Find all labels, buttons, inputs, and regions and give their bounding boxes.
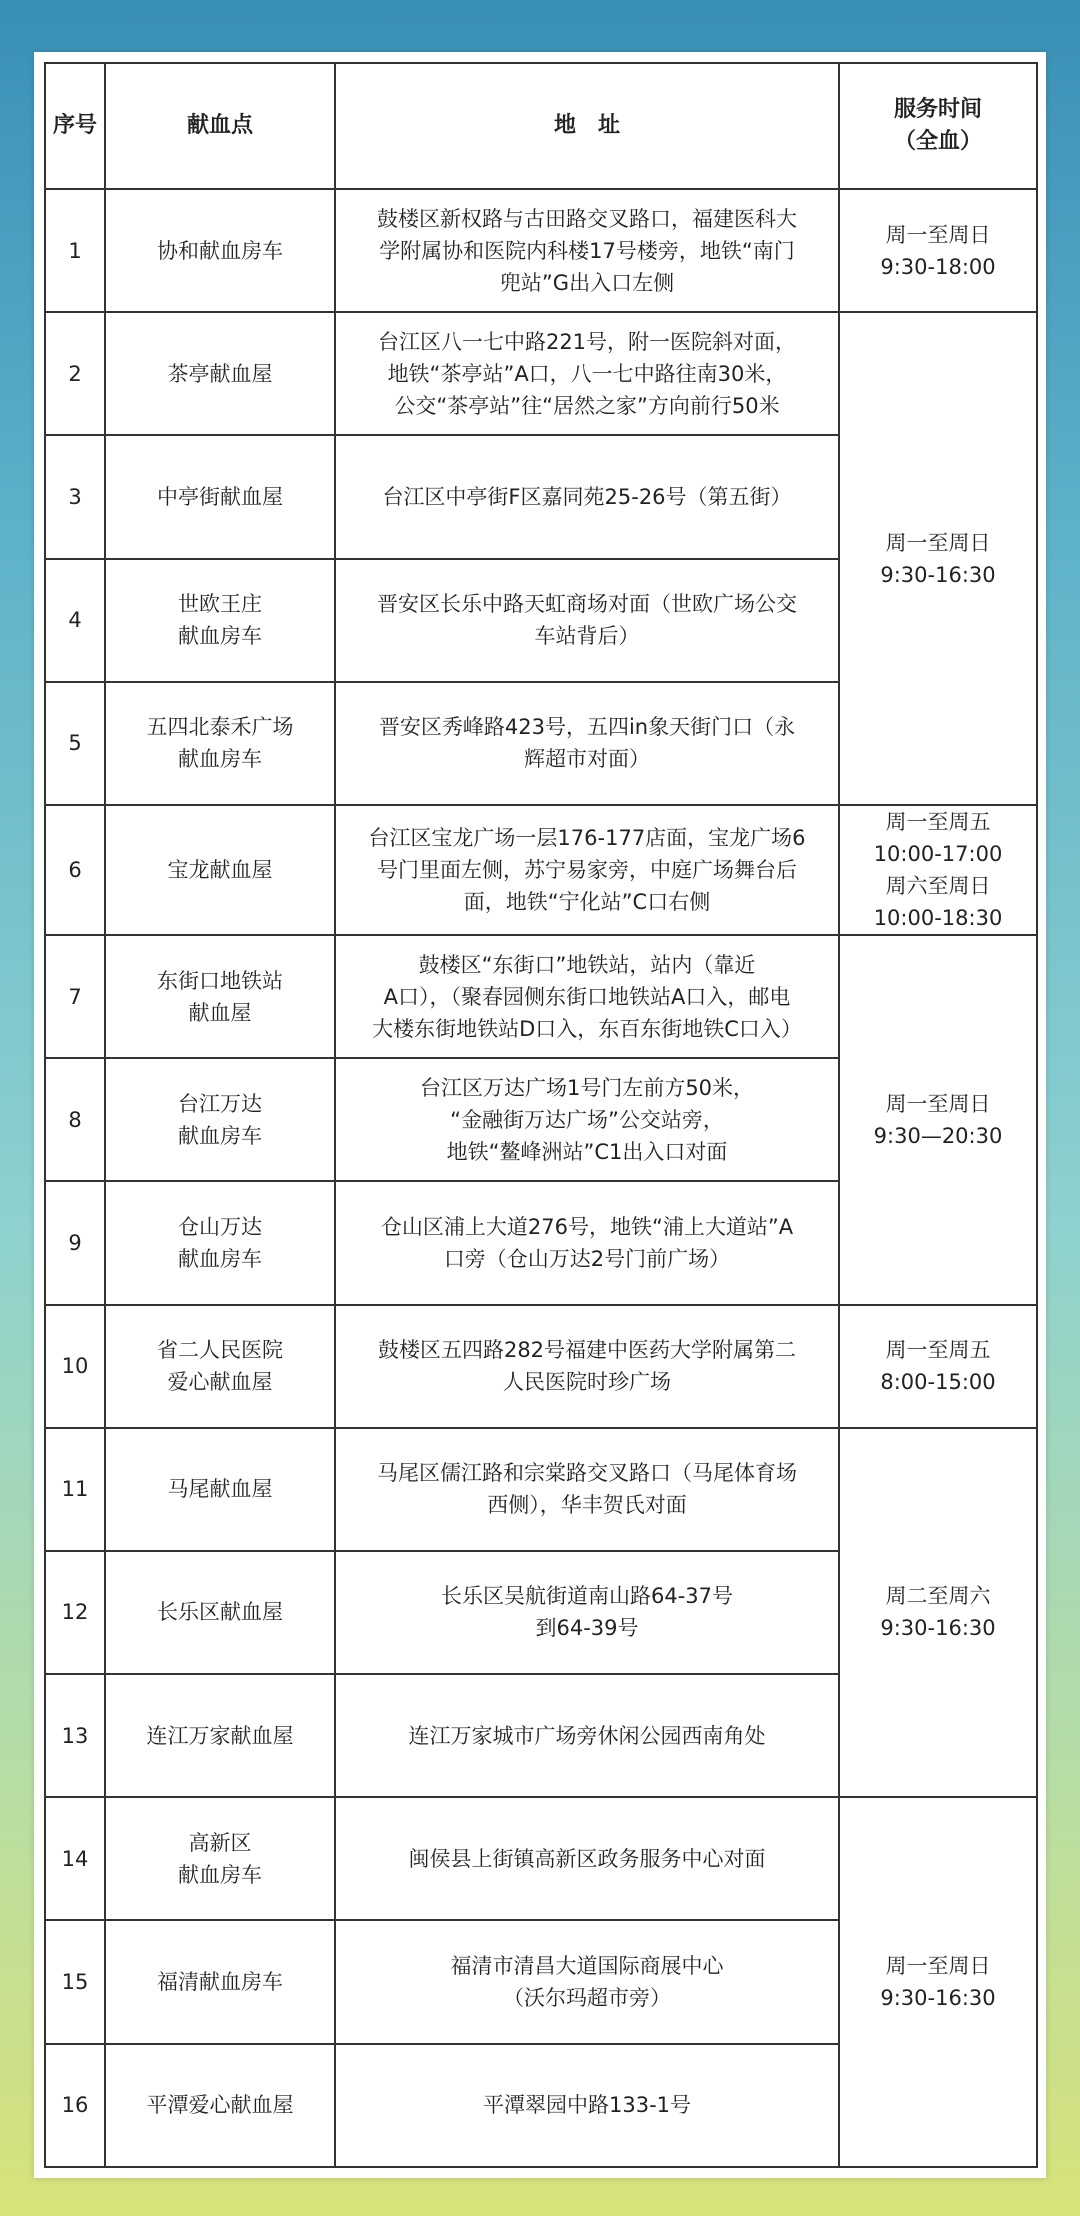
address-line: 辉超市对面） [524,747,650,772]
cell-seq: 1 [45,189,105,312]
cell-seq: 5 [45,682,105,805]
service-time-line: 周一至周日 [885,1091,991,1116]
table-row [45,1428,1037,1551]
cell-site-name [105,1428,335,1551]
cell-site-name [105,1551,335,1674]
address-line: 鼓楼区五四路282号福建中医药大学附属第二 [377,1338,797,1363]
header-service-time [839,63,1037,189]
service-time-line: 周六至周日 [885,873,991,898]
cell-site-name [105,1058,335,1181]
cell-site-name [105,1797,335,1920]
site-name-line: 台江万达 [178,1091,262,1116]
cell-site-name [105,1181,335,1304]
service-time-line: 周一至周五 [885,1338,991,1363]
address-line: “金融街万达广场”公交站旁， [450,1107,724,1132]
address-line: （沃尔玛超市旁） [503,1986,671,2010]
site-name-line: 高新区 [188,1830,252,1855]
cell-seq: 6 [45,805,105,935]
address-line: 到64-39号 [535,1616,639,1641]
cell-site-name [105,435,335,558]
site-name-line: 中亭街献血屋 [157,484,283,509]
header-site: 献血点 [105,63,335,189]
address-line: 福清市清昌大道国际商展中心 [450,1954,724,1978]
cell-service-time [839,1305,1037,1428]
cell-address [335,1674,839,1797]
cell-address [335,1058,839,1181]
table-header-row [45,63,1037,189]
cell-site-name [105,1920,335,2043]
site-name-line: 爱心献血屋 [167,1370,273,1395]
address-line: 鼓楼区“东街口”地铁站，站内（靠近 [418,952,756,977]
cell-seq: 11 [45,1428,105,1551]
site-name-line: 献血屋 [188,1000,252,1025]
service-time-line: 8:00-15:00 [880,1370,996,1395]
cell-site-name [105,312,335,435]
cell-address [335,935,839,1058]
site-name-line: 献血房车 [178,1246,262,1271]
address-line: 长乐区吴航街道南山路64-37号 [440,1584,734,1609]
cell-seq: 2 [45,312,105,435]
service-time-line: 10:00-18:30 [873,905,1003,930]
table-row [45,189,1037,312]
cell-seq: 7 [45,935,105,1058]
cell-address [335,1551,839,1674]
cell-address [335,682,839,805]
site-name-line: 五四北泰禾广场 [146,715,294,740]
cell-service-time [839,312,1037,805]
cell-service-time [839,1797,1037,2167]
cell-address [335,312,839,435]
site-name-line: 宝龙献血屋 [167,857,273,882]
cell-service-time [839,1428,1037,1798]
service-time-line: 周一至周五 [885,809,991,834]
cell-address [335,1797,839,1920]
site-name-line: 献血房车 [178,1862,262,1887]
service-time-line: 9:30-16:30 [880,562,996,587]
cell-address [335,1181,839,1304]
cell-address [335,435,839,558]
site-name-line: 献血房车 [178,747,262,772]
site-name-line: 茶亭献血屋 [167,361,273,386]
cell-address [335,805,839,935]
address-line: 台江区万达广场1号门左前方50米， [419,1075,755,1100]
address-line: 台江区八一七中路221号，附一医院斜对面， [377,329,797,354]
address-line: 仓山区浦上大道276号，地铁“浦上大道站”A [380,1214,794,1239]
address-line: 号门里面左侧，苏宁易家旁，中庭广场舞台后 [377,857,797,882]
site-name-line: 世欧王庄 [178,592,262,617]
site-name-line: 福清献血房车 [157,1970,283,1994]
address-line: A口），（聚春园侧东街口地铁站A口入，邮电 [383,984,791,1009]
table-row [45,1797,1037,1920]
address-line: 西侧），华丰贺氏对面 [487,1493,687,1518]
cell-address [335,1305,839,1428]
table-row [45,805,1037,935]
cell-site-name [105,1305,335,1428]
service-time-line: 周二至周六 [885,1584,991,1609]
address-line: 台江区宝龙广场一层176-177店面，宝龙广场6 [368,825,806,850]
address-line: 大楼东街地铁站D口入，东百东街地铁C口入） [372,1016,802,1041]
address-line: 地铁“茶亭站”A口，八一七中路往南30米， [387,361,787,386]
site-name-line: 东街口地铁站 [157,968,283,993]
cell-address [335,2044,839,2167]
cell-site-name [105,805,335,935]
cell-seq: 10 [45,1305,105,1428]
site-name-line: 长乐区献血屋 [157,1600,283,1625]
address-line: 晋安区长乐中路天虹商场对面（世欧广场公交 [377,592,797,617]
site-name-line: 马尾献血屋 [167,1477,273,1502]
table-row [45,312,1037,435]
cell-seq: 13 [45,1674,105,1797]
cell-site-name [105,682,335,805]
address-line: 平潭翠园中路133-1号 [482,2093,692,2118]
cell-seq: 9 [45,1181,105,1304]
address-line: 人民医院时珍广场 [503,1370,671,1395]
service-time-line: 9:30-16:30 [880,1986,996,2011]
site-name-line: 献血房车 [178,1123,262,1148]
header-time-line2: （全血） [893,129,982,154]
address-line: 连江万家城市广场旁休闲公园西南角处 [408,1723,766,1748]
cell-seq: 14 [45,1797,105,1920]
blood-donation-sites-table [44,62,1038,2168]
address-line: 车站背后） [534,624,640,649]
address-line: 晋安区秀峰路423号，五四in象天街门口（永 [378,715,796,740]
address-line: 口旁（仓山万达2号门前广场） [443,1246,731,1271]
cell-service-time [839,805,1037,935]
service-time-line: 9:30—20:30 [873,1123,1003,1148]
cell-address [335,1920,839,2043]
header-address: 地 址 [335,63,839,189]
service-time-line: 9:30-16:30 [880,1616,996,1641]
site-name-line: 省二人民医院 [157,1338,283,1363]
schedule-panel [34,52,1046,2178]
cell-service-time [839,189,1037,312]
site-name-line: 平潭爱心献血屋 [146,2093,294,2118]
table-row [45,935,1037,1058]
service-time-line: 10:00-17:00 [873,841,1003,866]
service-time-line: 周一至周日 [885,222,991,247]
cell-seq: 4 [45,559,105,682]
cell-seq: 12 [45,1551,105,1674]
cell-seq: 16 [45,2044,105,2167]
address-line: 面，地铁“宁化站”C口右侧 [463,889,711,914]
address-line: 地铁“鳌峰洲站”C1出入口对面 [446,1139,728,1164]
header-seq: 序号 [45,63,105,189]
service-time-line: 9:30-18:00 [880,254,996,279]
address-line: 公交“茶亭站”往“居然之家”方向前行50米 [394,393,780,418]
service-time-line: 周一至周日 [885,1954,991,1979]
site-name-line: 协和献血房车 [157,238,283,263]
address-line: 兜站”G出入口左侧 [499,270,675,295]
cell-address [335,189,839,312]
cell-seq: 15 [45,1920,105,2043]
address-line: 鼓楼区新权路与古田路交叉路口，福建医科大 [377,206,797,231]
cell-site-name [105,559,335,682]
cell-site-name [105,189,335,312]
table-row [45,1305,1037,1428]
cell-address [335,1428,839,1551]
cell-site-name [105,1674,335,1797]
site-name-line: 连江万家献血屋 [146,1723,294,1748]
cell-seq: 3 [45,435,105,558]
header-time-line1: 服务时间 [893,97,982,122]
cell-site-name [105,935,335,1058]
site-name-line: 献血房车 [178,624,262,649]
site-name-line: 仓山万达 [178,1214,262,1239]
address-line: 学附属协和医院内科楼17号楼旁，地铁“南门 [379,238,795,263]
cell-seq: 8 [45,1058,105,1181]
address-line: 马尾区儒江路和宗棠路交叉路口（马尾体育场 [377,1461,797,1486]
cell-service-time [839,935,1037,1305]
cell-address [335,559,839,682]
cell-site-name [105,2044,335,2167]
service-time-line: 周一至周日 [885,530,991,555]
address-line: 闽侯县上街镇高新区政务服务中心对面 [408,1846,766,1871]
address-line: 台江区中亭街F区嘉同苑25-26号（第五街） [382,484,792,509]
